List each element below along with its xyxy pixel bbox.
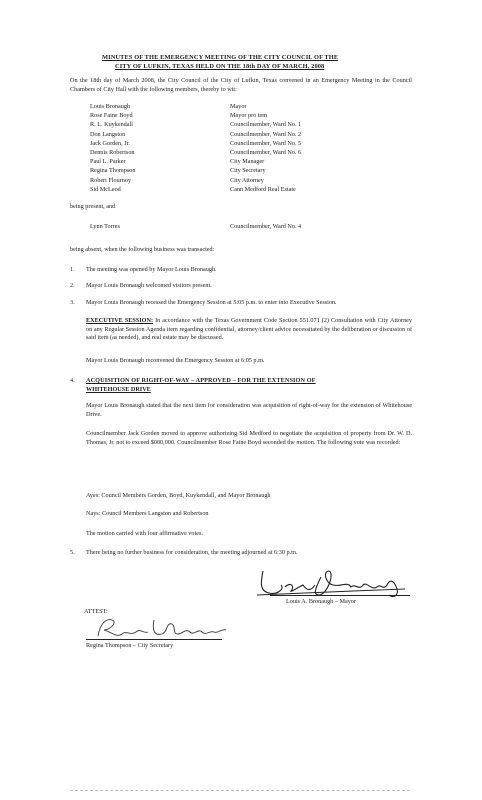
item-5-number: 5.: [70, 549, 75, 556]
motion-carried: The motion carried with four affirmative votes.: [86, 530, 203, 537]
title-line-1: MINUTES OF THE EMERGENCY MEETING OF THE CITY COUNCIL OF THE: [102, 54, 339, 61]
item-1-number: 1.: [70, 266, 75, 273]
item-4-heading-line-1: ACQUISITION OF RIGHT-OF-WAY – APPROVED – FOR THE EXTENSION OF: [86, 377, 316, 384]
intro-paragraph: On the 18th day of March 2008, the City Council of the City of Lufkin, Texas convened in an Emergency Meeting in the Council Chambers of City Hall with the following members, thereby to wit:: [70, 77, 412, 93]
being-present-text: being present, and: [70, 203, 116, 210]
being-absent-text: being absent, when the following business was transacted:: [70, 246, 215, 253]
item-2-number: 2.: [70, 282, 75, 289]
present-member-name: Paul L. Parker: [90, 158, 126, 166]
attest-label: ATTEST:: [84, 608, 108, 615]
present-member-name: Regina Thompson: [90, 167, 136, 175]
secretary-signature: [92, 614, 232, 642]
mayor-signature-line: [270, 595, 410, 596]
present-member-title: Councilmember, Ward No. 1: [230, 121, 302, 129]
title-line-2: CITY OF LUFKIN, TEXAS HELD ON THE 18th DAY OF MARCH, 2008: [115, 63, 325, 70]
present-member-title: Councilmember, Ward No. 6: [230, 149, 302, 156]
item-3-text: Mayor Louis Bronaugh recessed the Emergency Session at 5:05 p.m. to enter into Executive Session.: [86, 299, 337, 306]
present-member-title: City Manager: [230, 158, 265, 166]
executive-session-text: In accordance with the Texas Government Code Section 551.071 (2) Consultation with City Attorney on any Regular Session Agenda item regarding confidential, attorney/client advice necessitated by the deliberation or discussion of said item (as needed), and real estate may be discussed.: [86, 317, 413, 342]
executive-session-heading: EXECUTIVE SESSION:: [86, 317, 154, 324]
item-4-number: 4.: [70, 377, 75, 384]
item-5-text: There being no further business for consideration, the meeting adjourned at 6:30 p.m.: [86, 549, 298, 556]
present-member-name: R. L. Kuykendall: [90, 121, 133, 129]
item-3-number: 3.: [70, 299, 75, 306]
present-member-title: City Attorney: [230, 176, 264, 184]
present-member-name: Sid McLeod: [90, 185, 121, 193]
present-member-title: City Secretary: [230, 167, 266, 175]
present-member-title: Councilmember, Ward No. 5: [230, 139, 302, 147]
executive-session-paragraph: [86, 317, 412, 343]
item-4-paragraph-1: Mayor Louis Bronaugh stated that the next item for consideration was acquisition of right-of-way for the extension of Whitehouse Drive.: [86, 402, 412, 418]
absent-title: Councilmember, Ward No. 4: [230, 223, 302, 230]
item-1-text: The meeting was opened by Mayor Louis Bronaugh.: [86, 266, 217, 273]
present-member-title: Mayor pro tem: [230, 112, 268, 120]
present-member-title: Councilmember, Ward No. 2: [230, 130, 302, 138]
present-member-title: Cann Medford Real Estate: [230, 185, 296, 193]
present-member-name: Robert Flournoy: [90, 176, 132, 184]
secretary-caption: Regina Thompson – City Secretary: [86, 642, 174, 649]
item-4-paragraph-2: Councilmember Jack Gorden moved to approve authorizing Sid Medford to negotiate the acquisition of property from Dr. W. D. Thomas, Jr. not to exceed $000,000. Councilmember Rose Faine Boyd seconded the motion. The following vote was recorded:: [86, 430, 412, 446]
present-member-name: Dennis Robertson: [90, 149, 135, 156]
present-member-name: Jack Gorden, Jr.: [90, 139, 130, 147]
present-member-name: Louis Bronaugh: [90, 103, 131, 110]
vote-ayes: Ayes: Council Members Gorden, Boyd, Kuykendall, and Mayor Bronaugh: [86, 492, 271, 499]
mayor-caption: Louis A. Bronaugh – Mayor: [286, 598, 356, 605]
scan-artifact-line: [70, 790, 410, 791]
reconvened-text: Mayor Louis Bronaugh reconvened the Emergency Session at 6:05 p.m.: [86, 357, 265, 364]
secretary-signature-line: [86, 639, 222, 640]
present-member-name: Don Langston: [90, 130, 126, 138]
present-member-name: Rose Faine Boyd: [90, 112, 133, 120]
absent-name: Lynn Torres: [90, 223, 120, 230]
present-member-title: Mayor: [230, 103, 247, 110]
item-2-text: Mayor Louis Bronaugh welcomed visitors present.: [86, 282, 212, 289]
vote-nays: Nays: Council Members Langston and Robertson: [86, 510, 209, 517]
item-4-heading-line-2: WHITEHOUSE DRIVE: [86, 386, 151, 393]
